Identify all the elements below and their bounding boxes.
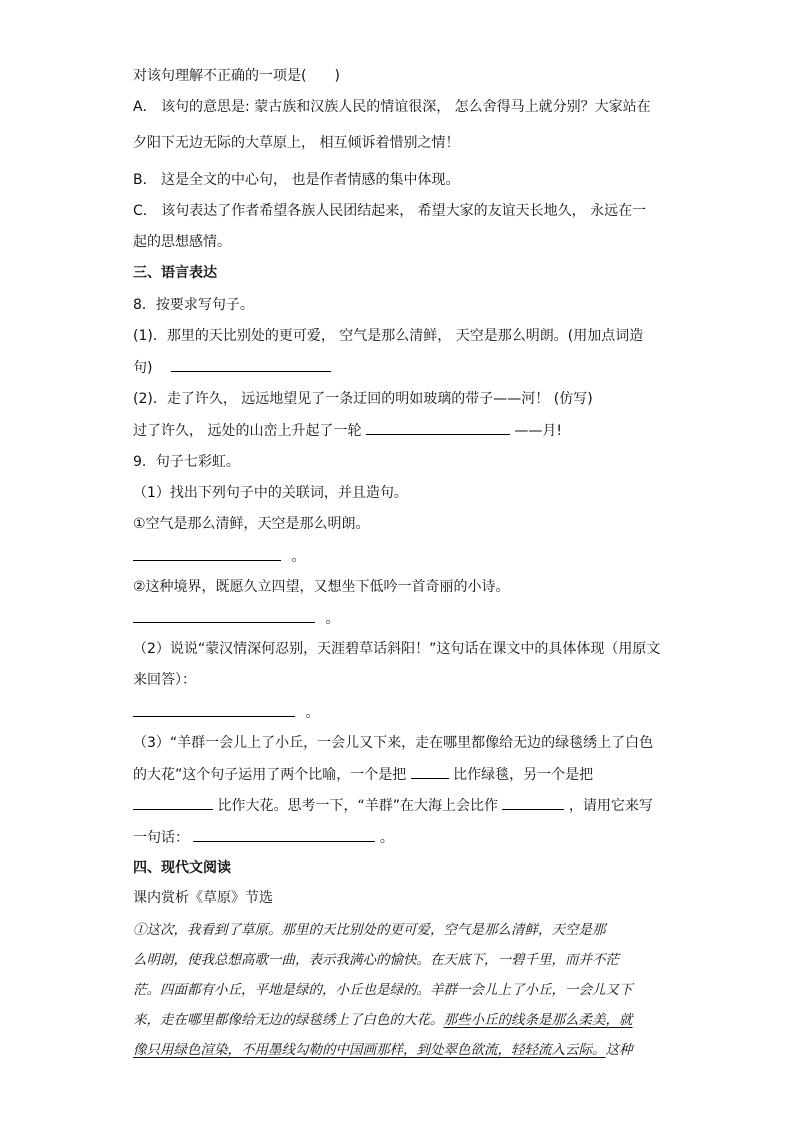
reading-passage [133,915,655,1065]
q9-sub3-text-a: 的大花”这个句子运用了两个比喻，一个是把 [133,767,407,783]
q8-part1-answer-blank[interactable] [171,357,331,372]
q9-stem: 9．句子七彩虹。 [133,454,240,470]
q8-part1-line2 [133,357,331,378]
passage-line: 茫。四面都有小丘，平地是绿的，小丘也是绿的。羊群一会儿上了小丘，一会儿又下 [133,982,633,998]
q9-sub3-text-b: 比作绿毯，另一个是把 [453,767,594,783]
q9-sub3-line4 [133,827,394,848]
passage-line: 么明朗，使我总想高歌一曲，表示我满心的愉快。在天底下，一碧千里，而并不茫 [133,952,619,968]
q7-option-c-line2: 起的思想感情。 [133,234,231,250]
q8-stem: 8．按要求写句子。 [133,297,254,313]
period: 。 [325,611,340,627]
q9-sub2-line2: 来回答）： [133,672,196,688]
q9-sub1-answer-a [133,546,305,567]
q9-sub1-blank-b[interactable] [133,608,315,623]
q9-sub1-blank-a[interactable] [133,546,281,561]
q9-sub1: （1）找出下列句子中的关联词，并且造句。 [133,485,408,501]
q8-part2-suffix: ——月! [514,423,562,439]
passage-line [133,1035,633,1065]
q9-sub2-line1: （2）说说“蒙汉情深何忍别，天涯碧草话斜阳！”这句话在课文中的具体体现（用原文 [133,641,661,657]
q9-sub3-line2 [133,764,593,785]
passage-text: 来，走在哪里都像给无边的绿毯绣上了白色的大花。 [133,1012,444,1028]
q7-option-a-line2: 夕阳下无边无际的大草原上， 相互倾诉着惜别之情！ [133,135,460,151]
q9-sub3-text-d: ，请用它来写 [568,798,653,814]
passage-text: 这种 [605,1042,633,1058]
section-4-title: 四、现代文阅读 [133,860,231,876]
underlined-text: 那些小丘的线条是那么柔美，就 [443,1012,633,1028]
q9-sub3-blank-1[interactable] [411,764,449,779]
q7-option-a-line1: A． 该句的意思是: 蒙古族和汉族人民的情谊很深， 怎么舍得马上就分别？大家站在 [133,99,651,115]
q8-part2-line1: (2)．走了许久， 远远地望见了一条迂回的明如玻璃的带子——河！ (仿写) [133,391,593,407]
q8-part2-answer-blank[interactable] [366,420,510,435]
q9-sub1-answer-b [133,608,339,629]
q9-sub2-blank[interactable] [133,702,295,717]
q9-sub3-line3 [133,795,653,816]
q9-sub3-line1: （3）“羊群一会儿上了小丘，一会儿又下来，走在哪里都像给无边的绿毯绣上了白色 [133,735,654,751]
q9-sub3-blank-2[interactable] [133,795,213,810]
q7-stem: 对该句理解不正确的一项是( ) [133,68,340,84]
passage-line: ①这次，我看到了草原。那里的天比别处的更可爱，空气是那么清鲜，天空是那 [133,922,606,938]
q9-sub1-sentence-a: ①空气是那么清鲜，天空是那么明朗。 [133,516,370,532]
q9-sub3-blank-4[interactable] [193,827,375,842]
period: 。 [291,549,306,565]
passage-line [133,1005,633,1035]
q9-sub2-answer [133,702,319,723]
q9-sub3-text-f: 。 [379,830,394,846]
q8-part2-line2 [133,420,562,441]
q8-part1-label: 句) [133,360,153,376]
q9-sub3-text-e: 一句话： [133,830,189,846]
q8-part1-line1: (1)．那里的天比别处的更可爱， 空气是那么清鲜， 天空是那么明朗。(用加点词造 [133,328,644,344]
q7-option-c-line1: C． 该句表达了作者希望各族人民团结起来， 希望大家的友谊天长地久， 永远在一 [133,203,647,219]
section-3-title: 三、语言表达 [133,265,217,281]
underlined-text: 像只用绿色渲染，不用墨线勾勒的中国画那样，到处翠色欲流，轻轻流入云际。 [133,1042,606,1058]
reading-title: 课内赏析《草原》节选 [133,890,273,906]
period: 。 [305,705,320,721]
q7-option-b: B． 这是全文的中心句， 也是作者情感的集中体现。 [133,172,460,188]
q8-part2-prefix: 过了许久， 远处的山峦上升起了一轮 [133,423,362,439]
q9-sub1-sentence-b: ②这种境界，既愿久立四望，又想坐下低吟一首奇丽的小诗。 [133,579,510,595]
q9-sub3-blank-3[interactable] [502,795,564,810]
q9-sub3-text-c: 比作大花。思考一下，“羊群”在大海上会比作 [217,798,498,814]
